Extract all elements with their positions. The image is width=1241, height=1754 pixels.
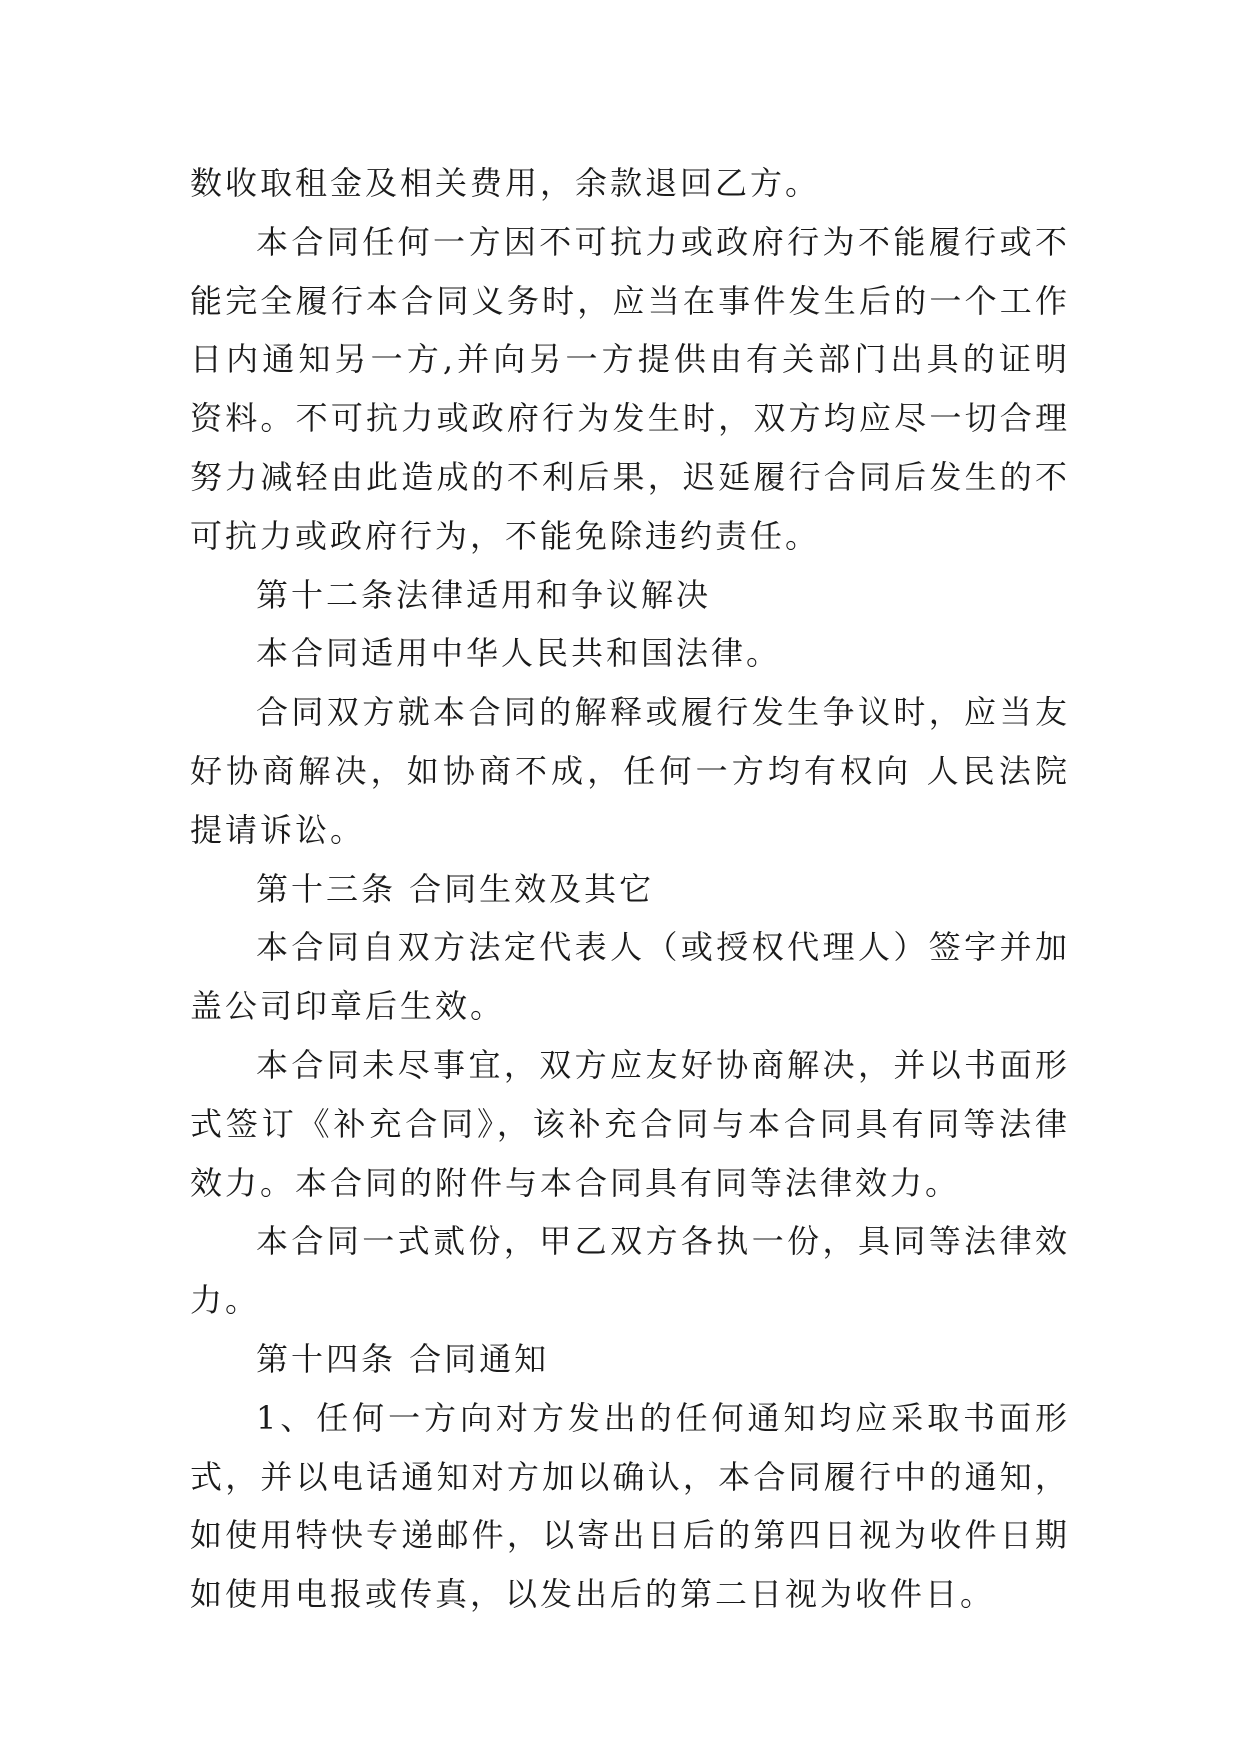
paragraph-supplementary-contract: 本合同未尽事宜，双方应友好协商解决，并以书面形式签订《补充合同》，该补充合同与本合同具有同等法律效力。本合同的附件与本合同具有同等法律效力。 — [190, 1045, 1070, 1202]
paragraph-governing-law: 本合同适用中华人民共和国法律。 — [256, 634, 782, 673]
paragraph-copies: 本合同一式贰份，甲乙双方各执一份，具同等法律效力。 — [190, 1222, 1070, 1320]
contract-body — [190, 154, 1070, 1624]
heading-article-14: 第十四条 合同通知 — [256, 1339, 550, 1378]
paragraph-dispute-resolution: 合同双方就本合同的解释或履行发生争议时，应当友好协商解决，如协商不成，任何一方均有权向 人民法院提请诉讼。 — [190, 693, 1070, 849]
paragraph-force-majeure: 本合同任何一方因不可抗力或政府行为不能履行或不能完全履行本合同义务时，应当在事件发生后的一个工作日内通知另一方,并向另一方提供由有关部门出具的证明资料。不可抗力或政府行为发生时，双方均应尽一切合理努力减轻由此造成的不利后果，迟延履行合同后发生的不可抗力或政府行为，不能免除违约责任。 — [190, 222, 1070, 555]
paragraph-effectiveness: 本合同自双方法定代表人（或授权代理人）签字并加盖公司印章后生效。 — [190, 928, 1070, 1026]
heading-article-12: 第十二条法律适用和争议解决 — [256, 575, 712, 614]
paragraph-notices: 1、任何一方向对方发出的任何通知均应采取书面形式，并以电话通知对方加以确认，本合同履行中的通知，如使用特快专递邮件，以寄出日后的第四日视为收件日期如使用电报或传真，以发出后的第二日视为收件日。 — [190, 1398, 1070, 1614]
heading-article-13: 第十三条 合同生效及其它 — [256, 869, 655, 908]
paragraph-rent-refund: 数收取租金及相关费用，余款退回乙方。 — [190, 164, 821, 202]
